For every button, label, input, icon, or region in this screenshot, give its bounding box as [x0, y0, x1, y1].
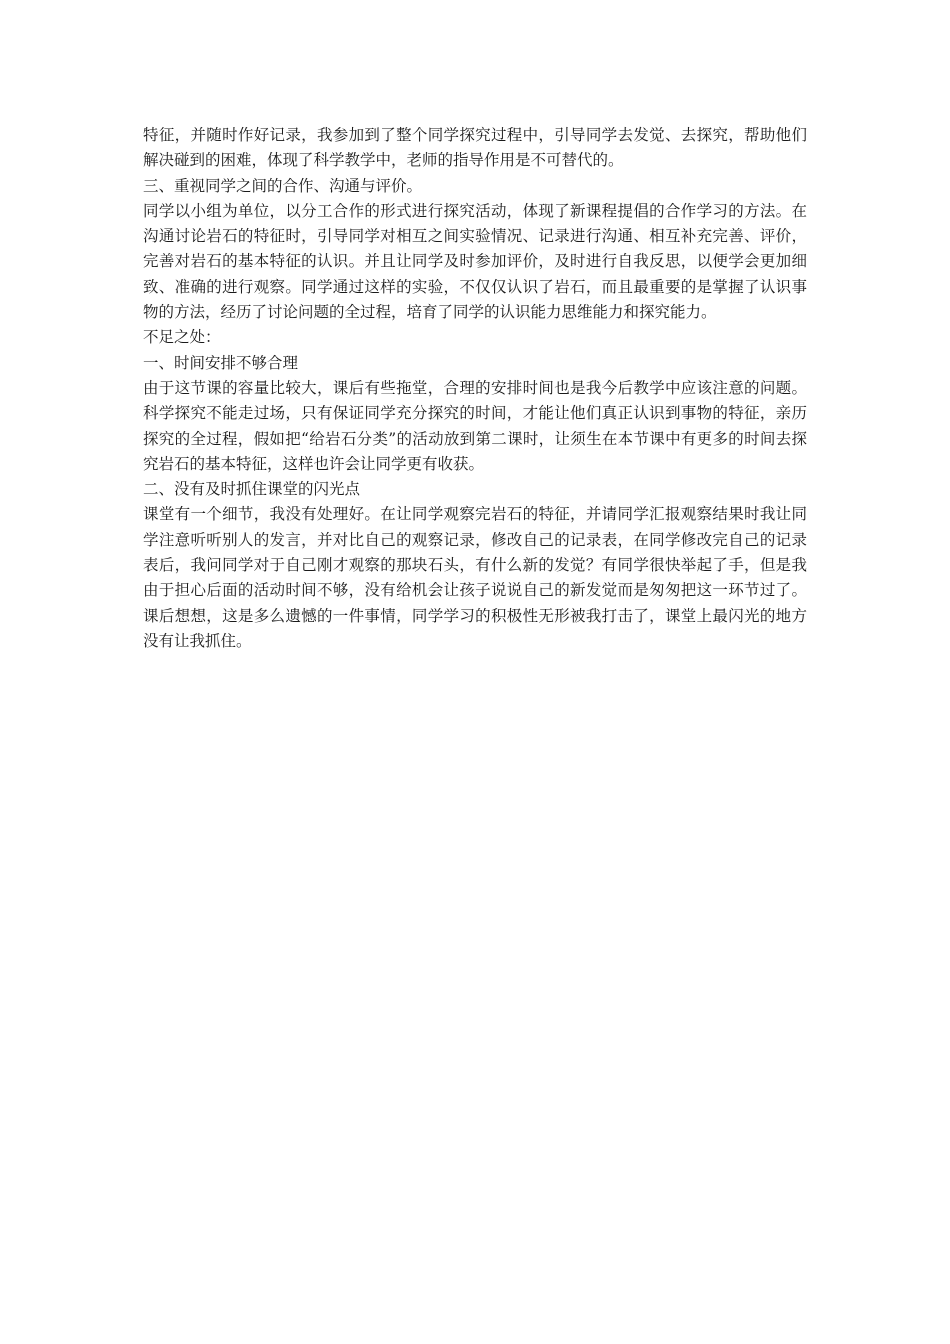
- paragraph-time-arrangement: 由于这节课的容量比较大，课后有些拖堂，合理的安排时间也是我今后教学中应该注意的问题。科学探究不能走过场，只有保证同学充分探究的时间，才能让他们真正认识到事物的特征，亲历探究的全过程，假如把“给岩石分类”的活动放到第二课时，让须生在本节课中有更多的时间去探究岩石的基本特征，这样也许会让同学更有收获。: [143, 378, 807, 473]
- paragraph-teacher-guidance: 特征，并随时作好记录，我参加到了整个同学探究过程中，引导同学去发觉、去探究，帮助他们解决碰到的困难，体现了科学教学中，老师的指导作用是不可替代的。: [143, 126, 807, 170]
- paragraph-highlight-moment: 课堂有一个细节，我没有处理好。在让同学观察完岩石的特征，并请同学汇报观察结果时我让同学注意听听别人的发言，并对比自己的观察记录，修改自己的记录表，在同学修改完自己的记录表后，我问同学对于自己刚才观察的那块石头，有什么新的发觉？有同学很快举起了手，但是我由于担心后面的活动时间不够，没有给机会让孩子说说自己的新发觉而是匆匆把这一环节过了。课后想想，这是多么遗憾的一件事情，同学学习的积极性无形被我打击了，课堂上最闪光的地方没有让我抓住。: [143, 505, 807, 650]
- heading-time-arrangement: 一、时间安排不够合理: [143, 353, 299, 372]
- document-body: [143, 123, 807, 654]
- heading-highlight-moment: 二、没有及时抓住课堂的闪光点: [143, 480, 361, 499]
- heading-cooperation: 三、重视同学之间的合作、沟通与评价。: [143, 176, 423, 195]
- heading-shortcomings: 不足之处：: [143, 328, 221, 347]
- paragraph-cooperation: 同学以小组为单位，以分工合作的形式进行探究活动，体现了新课程提倡的合作学习的方法。在沟通讨论岩石的特征时，引导同学对相互之间实验情况、记录进行沟通、相互补充完善、评价，完善对岩石的基本特征的认识。并且让同学及时参加评价，及时进行自我反思，以便学会更加细致、准确的进行观察。同学通过这样的实验，不仅仅认识了岩石，而且最重要的是掌握了认识事物的方法，经历了讨论问题的全过程，培育了同学的认识能力思维能力和探究能力。: [143, 201, 807, 322]
